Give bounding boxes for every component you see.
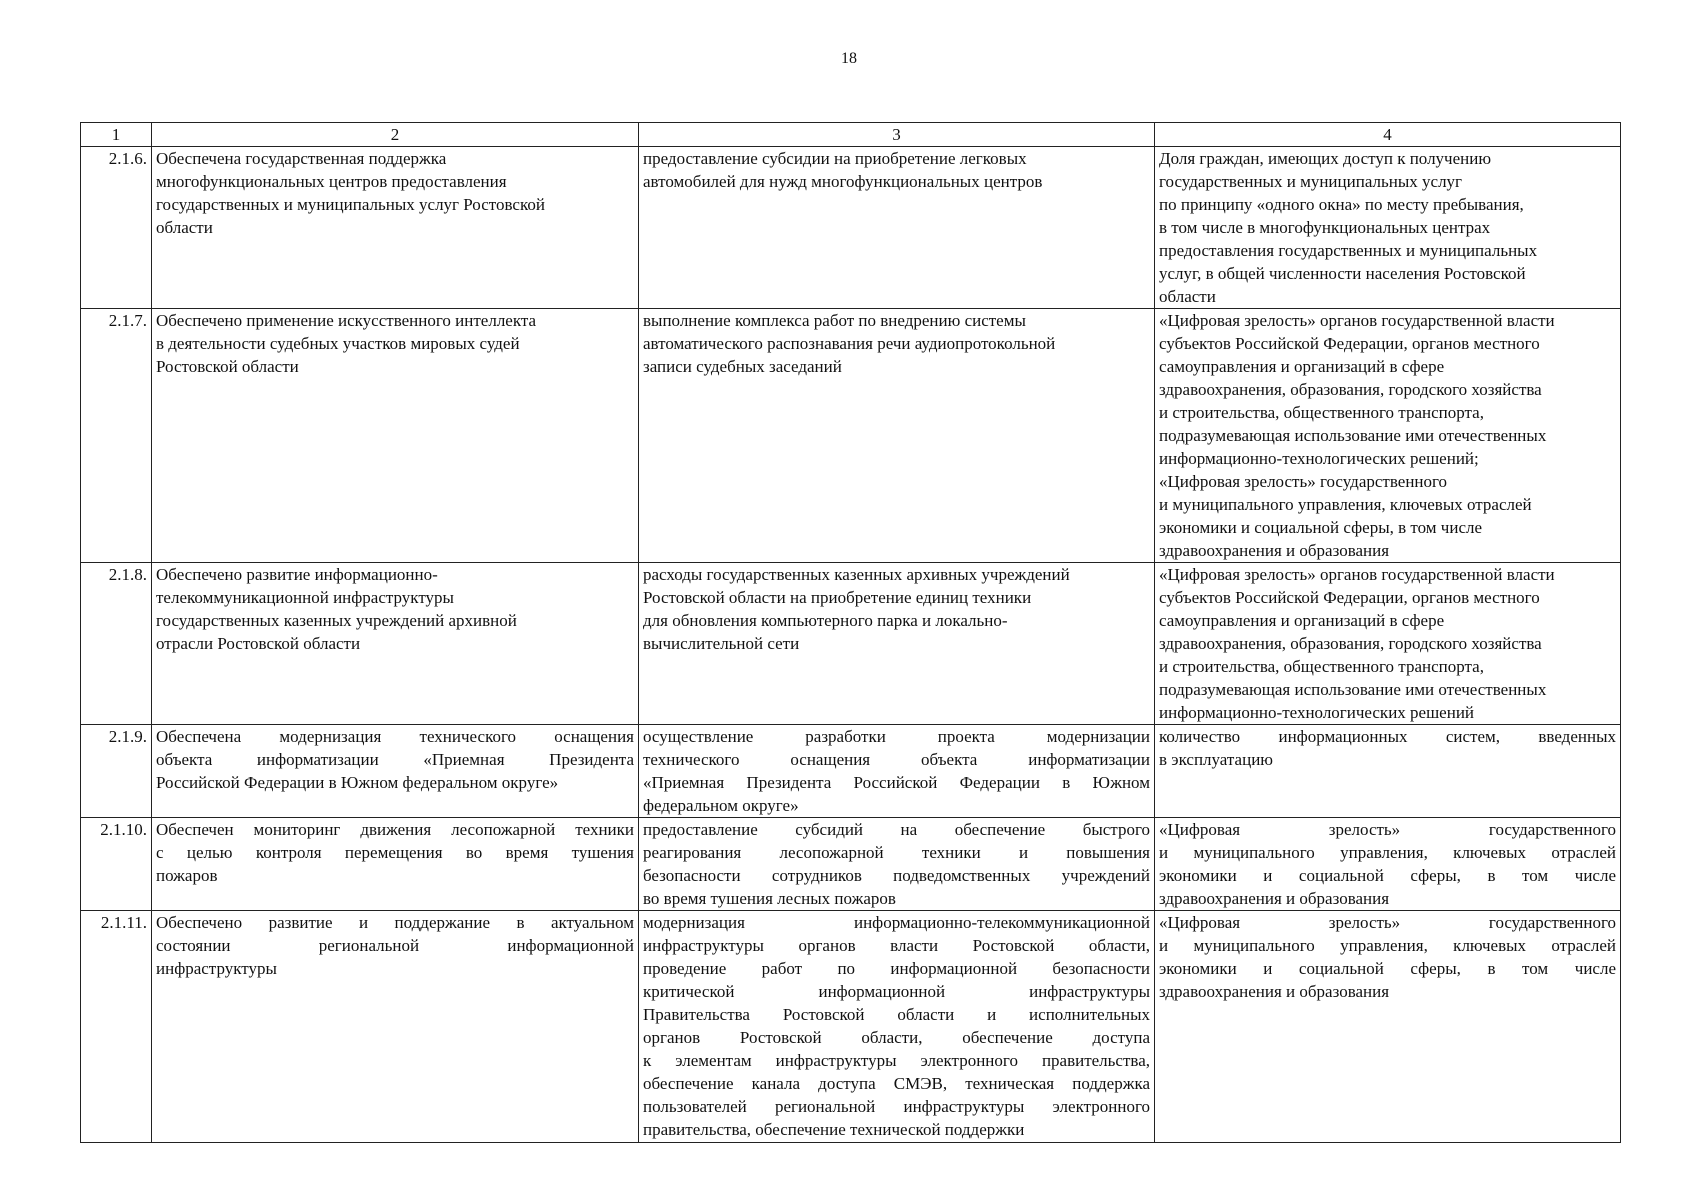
table-row <box>81 725 1621 818</box>
column-header-3: 3 <box>639 123 1155 147</box>
text-line: и муниципального управления, ключевых отраслей <box>1159 843 1616 862</box>
text-line: осуществление разработки проекта модернизации <box>643 727 1150 746</box>
text-line: инфраструктуры <box>156 959 277 978</box>
text-line: «Цифровая зрелость» государственного <box>1159 820 1616 839</box>
column-header-1: 1 <box>81 123 152 147</box>
indicator-text: «Цифровая зрелость» органов государственной власти субъектов Российской Федерации, органов местного самоуправления и организаций в сфере здравоохранения, образования, городского хозяйства и строительства, общественного транспорта, подразумевающая использование ими отечественных информационно-технологических решений; «Цифровая зрелость» государственного и муниципального управления, ключевых отраслей экономики и социальной сферы, в том числе здравоохранения и образования <box>1159 311 1555 560</box>
text-line: технического оснащения объекта информатизации <box>643 750 1150 769</box>
result-cell <box>152 911 639 1143</box>
activity-text <box>643 725 1150 817</box>
text-line: пользователей региональной инфраструктуры электронного <box>643 1097 1150 1116</box>
text-line: обеспечение канала доступа СМЭВ, техническая поддержка <box>643 1074 1150 1093</box>
activity-text: предоставление субсидии на приобретение легковых автомобилей для нужд многофункциональных центров <box>643 149 1043 191</box>
text-line: с целью контроля перемещения во время тушения <box>156 843 634 862</box>
text-line: в эксплуатацию <box>1159 750 1273 769</box>
text-line: реагирования лесопожарной техники и повышения <box>643 843 1150 862</box>
result-text <box>156 818 634 887</box>
result-text: Обеспечена государственная поддержка многофункциональных центров предоставления государственных и муниципальных услуг Ростовской области <box>156 149 545 237</box>
text-line: экономики и социальной сферы, в том числе <box>1159 959 1616 978</box>
text-line: «Приемная Президента Российской Федерации в Южном <box>643 773 1150 792</box>
activity-cell <box>639 911 1155 1143</box>
table-row <box>81 309 1621 563</box>
row-number: 2.1.10. <box>81 818 152 911</box>
text-line: Российской Федерации в Южном федеральном округе» <box>156 773 559 792</box>
row-number: 2.1.11. <box>81 911 152 1143</box>
text-line: правительства, обеспечение технической поддержки <box>643 1120 1025 1139</box>
row-number: 2.1.7. <box>81 309 152 563</box>
text-line: количество информационных систем, введенных <box>1159 727 1616 746</box>
text-line: проведение работ по информационной безопасности <box>643 959 1150 978</box>
activity-cell <box>639 818 1155 911</box>
table-row <box>81 911 1621 1143</box>
result-cell <box>152 725 639 818</box>
result-cell <box>152 309 639 563</box>
indicator-text: «Цифровая зрелость» органов государственной власти субъектов Российской Федерации, органов местного самоуправления и организаций в сфере здравоохранения, образования, городского хозяйства и строительства, общественного транспорта, подразумевающая использование ими отечественных информационно-технологических решений <box>1159 565 1555 722</box>
text-line: объекта информатизации «Приемная Президента <box>156 750 634 769</box>
text-line: Обеспечен мониторинг движения лесопожарной техники <box>156 820 634 839</box>
text-line: предоставление субсидий на обеспечение быстрого <box>643 820 1150 839</box>
row-number: 2.1.8. <box>81 563 152 725</box>
indicator-cell <box>1155 147 1621 309</box>
result-text <box>156 725 634 794</box>
indicator-text <box>1159 818 1616 910</box>
data-table <box>80 122 1621 1143</box>
text-line: здравоохранения и образования <box>1159 982 1390 1001</box>
table-row <box>81 818 1621 911</box>
result-cell <box>152 818 639 911</box>
result-cell <box>152 563 639 725</box>
activity-cell <box>639 563 1155 725</box>
result-text: Обеспечено развитие информационно- телекоммуникационной инфраструктуры государственных казенных учреждений архивной отрасли Ростовской области <box>156 565 517 653</box>
text-line: состоянии региональной информационной <box>156 936 634 955</box>
indicator-cell <box>1155 911 1621 1143</box>
text-line: «Цифровая зрелость» государственного <box>1159 913 1616 932</box>
activity-cell <box>639 147 1155 309</box>
result-cell <box>152 147 639 309</box>
activity-text: расходы государственных казенных архивных учреждений Ростовской области на приобретение единиц техники для обновления компьютерного парка и локально- вычислительной сети <box>643 565 1070 653</box>
activity-cell <box>639 725 1155 818</box>
activity-cell <box>639 309 1155 563</box>
text-line: и муниципального управления, ключевых отраслей <box>1159 936 1616 955</box>
table-row <box>81 147 1621 309</box>
text-line: экономики и социальной сферы, в том числе <box>1159 866 1616 885</box>
result-text: Обеспечено применение искусственного интеллекта в деятельности судебных участков мировых судей Ростовской области <box>156 311 537 376</box>
column-header-2: 2 <box>152 123 639 147</box>
indicator-cell <box>1155 818 1621 911</box>
text-line: к элементам инфраструктуры электронного правительства, <box>643 1051 1150 1070</box>
indicator-text: Доля граждан, имеющих доступ к получению государственных и муниципальных услуг по принципу «одного окна» по месту пребывания, в том числе в многофункциональных центрах предоставления государственных и муниципальных услуг, в общей численности населения Ростовской области <box>1159 149 1538 306</box>
text-line: инфраструктуры органов власти Ростовской области, <box>643 936 1150 955</box>
row-number: 2.1.9. <box>81 725 152 818</box>
indicator-cell <box>1155 725 1621 818</box>
text-line: модернизация информационно-телекоммуникационной <box>643 913 1150 932</box>
row-number: 2.1.6. <box>81 147 152 309</box>
table-row <box>81 563 1621 725</box>
table-header-row <box>81 123 1621 147</box>
text-line: здравоохранения и образования <box>1159 889 1390 908</box>
text-line: органов Ростовской области, обеспечение доступа <box>643 1028 1150 1047</box>
indicator-text <box>1159 911 1616 1003</box>
text-line: Правительства Ростовской области и исполнительных <box>643 1005 1150 1024</box>
indicator-text <box>1159 725 1616 771</box>
indicator-cell <box>1155 563 1621 725</box>
text-line: пожаров <box>156 866 218 885</box>
activity-text <box>643 818 1150 910</box>
column-header-4: 4 <box>1155 123 1621 147</box>
text-line: безопасности сотрудников подведомственных учреждений <box>643 866 1150 885</box>
text-line: федеральном округе» <box>643 796 799 815</box>
page-number: 18 <box>841 50 857 67</box>
text-line: Обеспечено развитие и поддержание в актуальном <box>156 913 634 932</box>
activity-text <box>643 911 1150 1141</box>
indicator-cell <box>1155 309 1621 563</box>
text-line: Обеспечена модернизация технического оснащения <box>156 727 634 746</box>
text-line: критической информационной инфраструктуры <box>643 982 1150 1001</box>
text-line: во время тушения лесных пожаров <box>643 889 896 908</box>
activity-text: выполнение комплекса работ по внедрению системы автоматического распознавания речи аудиопротокольной записи судебных заседаний <box>643 311 1056 376</box>
result-text <box>156 911 634 980</box>
